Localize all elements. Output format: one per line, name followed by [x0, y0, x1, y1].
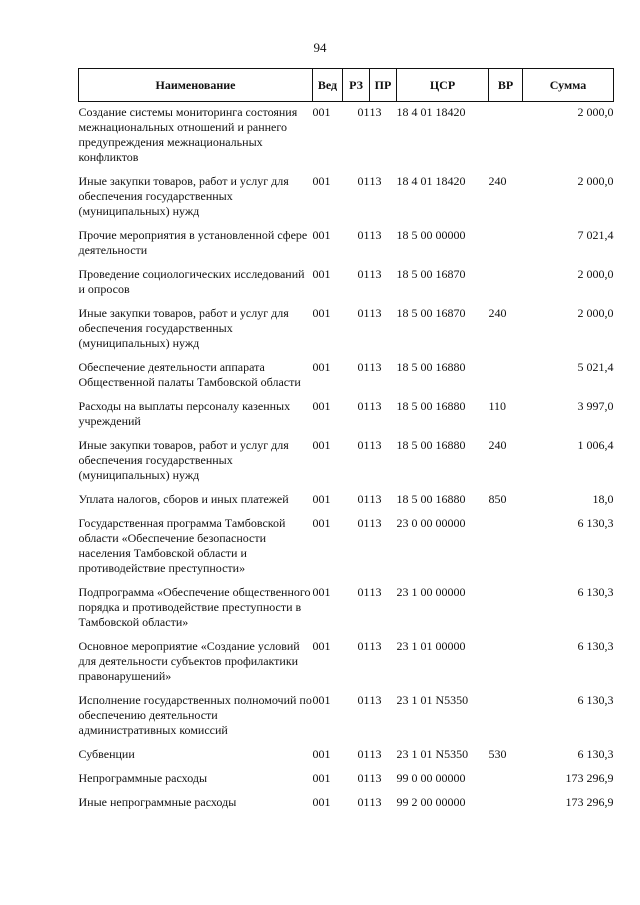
cell-ved: 001: [312, 516, 331, 530]
cell-vr: 240: [488, 174, 507, 188]
cell-pr: 13: [369, 267, 382, 281]
cell-pr: 13: [369, 360, 382, 374]
cell-vr: 110: [488, 399, 507, 413]
cell-pr: 13: [369, 306, 382, 320]
cell-name: Создание системы мониторинга состояния межнациональных отношений и раннего предупреждения межнациональных конфликтов: [78, 105, 298, 164]
cell-rz: 01: [357, 360, 370, 374]
cell-csr: 18 5 00 00000: [396, 228, 466, 242]
cell-vr: 530: [488, 747, 507, 761]
table-row: [79, 303, 614, 357]
cell-ved: 001: [312, 747, 331, 761]
cell-name: Уплата налогов, сборов и иных платежей: [78, 492, 289, 506]
cell-sum: 18,0: [592, 492, 614, 506]
header-rz: РЗ: [343, 69, 370, 102]
cell-ved: 001: [312, 267, 331, 281]
cell-csr: 99 0 00 00000: [396, 771, 466, 785]
cell-sum: 2 000,0: [577, 105, 614, 119]
cell-name: Иные закупки товаров, работ и услуг для обеспечения государственных (муниципальных) нужд: [78, 438, 289, 482]
cell-sum: 173 296,9: [565, 795, 614, 809]
cell-csr: 18 5 00 16880: [396, 360, 466, 374]
cell-ved: 001: [312, 360, 331, 374]
cell-sum: 6 130,3: [577, 585, 614, 599]
table-row: [79, 357, 614, 396]
header-pr: ПР: [370, 69, 397, 102]
cell-csr: 23 1 01 N5350: [396, 747, 469, 761]
cell-pr: 13: [369, 516, 382, 530]
cell-rz: 01: [357, 771, 370, 785]
cell-name: Иные закупки товаров, работ и услуг для обеспечения государственных (муниципальных) нужд: [78, 174, 289, 218]
cell-sum: 173 296,9: [565, 771, 614, 785]
cell-vr: [489, 357, 523, 396]
cell-pr: 13: [369, 747, 382, 761]
cell-name: Субвенции: [78, 747, 135, 761]
cell-pr: 13: [369, 693, 382, 707]
table-row: [79, 792, 614, 816]
cell-rz: 01: [357, 747, 370, 761]
cell-pr: 13: [369, 105, 382, 119]
cell-name: Иные закупки товаров, работ и услуг для обеспечения государственных (муниципальных) нужд: [78, 306, 289, 350]
cell-vr: [489, 582, 523, 636]
cell-vr: [489, 690, 523, 744]
cell-name: Иные непрограммные расходы: [78, 795, 237, 809]
cell-csr: 18 5 00 16870: [396, 267, 466, 281]
cell-csr: 18 5 00 16870: [396, 306, 466, 320]
cell-pr: 13: [369, 492, 382, 506]
table-row: [79, 489, 614, 513]
cell-sum: 2 000,0: [577, 267, 614, 281]
cell-vr: [489, 636, 523, 690]
cell-pr: 13: [369, 174, 382, 188]
cell-name: Подпрограмма «Обеспечение общественного порядка и противодействие преступности в Тамбовской области»: [78, 585, 311, 629]
cell-sum: 3 997,0: [577, 399, 614, 413]
cell-csr: 18 5 00 16880: [396, 399, 466, 413]
table-row: [79, 582, 614, 636]
header-csr: ЦСР: [397, 69, 489, 102]
cell-rz: 01: [357, 399, 370, 413]
table-row: [79, 768, 614, 792]
table-row: [79, 744, 614, 768]
cell-ved: 001: [312, 399, 331, 413]
cell-rz: 01: [357, 492, 370, 506]
table-row: [79, 636, 614, 690]
table-row: [79, 171, 614, 225]
cell-csr: 23 1 00 00000: [396, 585, 466, 599]
table-row: [79, 102, 614, 172]
table-row: [79, 690, 614, 744]
cell-csr: 99 2 00 00000: [396, 795, 466, 809]
header-vr: ВР: [489, 69, 523, 102]
table-row: [79, 396, 614, 435]
cell-pr: 13: [369, 399, 382, 413]
table-body: [79, 102, 614, 817]
cell-name: Исполнение государственных полномочий по обеспечению деятельности административных комиссий: [78, 693, 312, 737]
cell-ved: 001: [312, 585, 331, 599]
cell-csr: 18 5 00 16880: [396, 492, 466, 506]
cell-name: Прочие мероприятия в установленной сфере деятельности: [78, 228, 308, 257]
cell-ved: 001: [312, 438, 331, 452]
table-row: [79, 264, 614, 303]
header-sum: Сумма: [523, 69, 614, 102]
table-row: [79, 513, 614, 582]
cell-sum: 7 021,4: [577, 228, 614, 242]
header-name: Наименование: [79, 69, 313, 102]
cell-pr: 13: [369, 228, 382, 242]
cell-ved: 001: [312, 492, 331, 506]
cell-name: Расходы на выплаты персоналу казенных учреждений: [78, 399, 291, 428]
cell-sum: 2 000,0: [577, 306, 614, 320]
cell-name: Государственная программа Тамбовской области «Обеспечение безопасности населения Тамбовской области и противодействие преступности»: [78, 516, 286, 575]
cell-csr: 18 4 01 18420: [396, 174, 466, 188]
cell-vr: [489, 225, 523, 264]
cell-vr: [489, 264, 523, 303]
cell-rz: 01: [357, 795, 370, 809]
page-number: 94: [313, 40, 327, 55]
cell-ved: 001: [312, 693, 331, 707]
cell-name: Непрограммные расходы: [78, 771, 208, 785]
cell-ved: 001: [312, 306, 331, 320]
cell-vr: [489, 513, 523, 582]
cell-pr: 13: [369, 795, 382, 809]
cell-rz: 01: [357, 105, 370, 119]
cell-ved: 001: [312, 639, 331, 653]
cell-rz: 01: [357, 438, 370, 452]
cell-sum: 5 021,4: [577, 360, 614, 374]
cell-ved: 001: [312, 771, 331, 785]
cell-ved: 001: [312, 174, 331, 188]
cell-vr: [489, 768, 523, 792]
cell-vr: 240: [488, 306, 507, 320]
cell-rz: 01: [357, 174, 370, 188]
table-row: [79, 435, 614, 489]
cell-rz: 01: [357, 516, 370, 530]
cell-vr: 850: [488, 492, 507, 506]
cell-rz: 01: [357, 228, 370, 242]
cell-csr: 18 4 01 18420: [396, 105, 466, 119]
table-header-row: [79, 69, 614, 102]
cell-name: Проведение социологических исследований и опросов: [78, 267, 305, 296]
cell-rz: 01: [357, 693, 370, 707]
cell-sum: 6 130,3: [577, 516, 614, 530]
cell-sum: 6 130,3: [577, 693, 614, 707]
cell-csr: 23 1 01 N5350: [396, 693, 469, 707]
cell-pr: 13: [369, 639, 382, 653]
cell-rz: 01: [357, 267, 370, 281]
cell-pr: 13: [369, 585, 382, 599]
cell-vr: 240: [488, 438, 507, 452]
cell-rz: 01: [357, 306, 370, 320]
cell-rz: 01: [357, 585, 370, 599]
cell-pr: 13: [369, 771, 382, 785]
cell-name: Основное мероприятие «Создание условий для деятельности субъектов профилактики правонарушений»: [78, 639, 300, 683]
cell-ved: 001: [312, 795, 331, 809]
cell-sum: 6 130,3: [577, 639, 614, 653]
cell-vr: [489, 792, 523, 816]
cell-name: Обеспечение деятельности аппарата Общественной палаты Тамбовской области: [78, 360, 301, 389]
cell-csr: 18 5 00 16880: [396, 438, 466, 452]
cell-ved: 001: [312, 228, 331, 242]
cell-sum: 2 000,0: [577, 174, 614, 188]
cell-csr: 23 0 00 00000: [396, 516, 466, 530]
cell-sum: 6 130,3: [577, 747, 614, 761]
cell-vr: [489, 102, 523, 172]
cell-pr: 13: [369, 438, 382, 452]
table-row: [79, 225, 614, 264]
header-ved: Вед: [313, 69, 343, 102]
cell-rz: 01: [357, 639, 370, 653]
budget-table: [78, 68, 614, 816]
cell-csr: 23 1 01 00000: [396, 639, 466, 653]
cell-sum: 1 006,4: [577, 438, 614, 452]
cell-ved: 001: [312, 105, 331, 119]
